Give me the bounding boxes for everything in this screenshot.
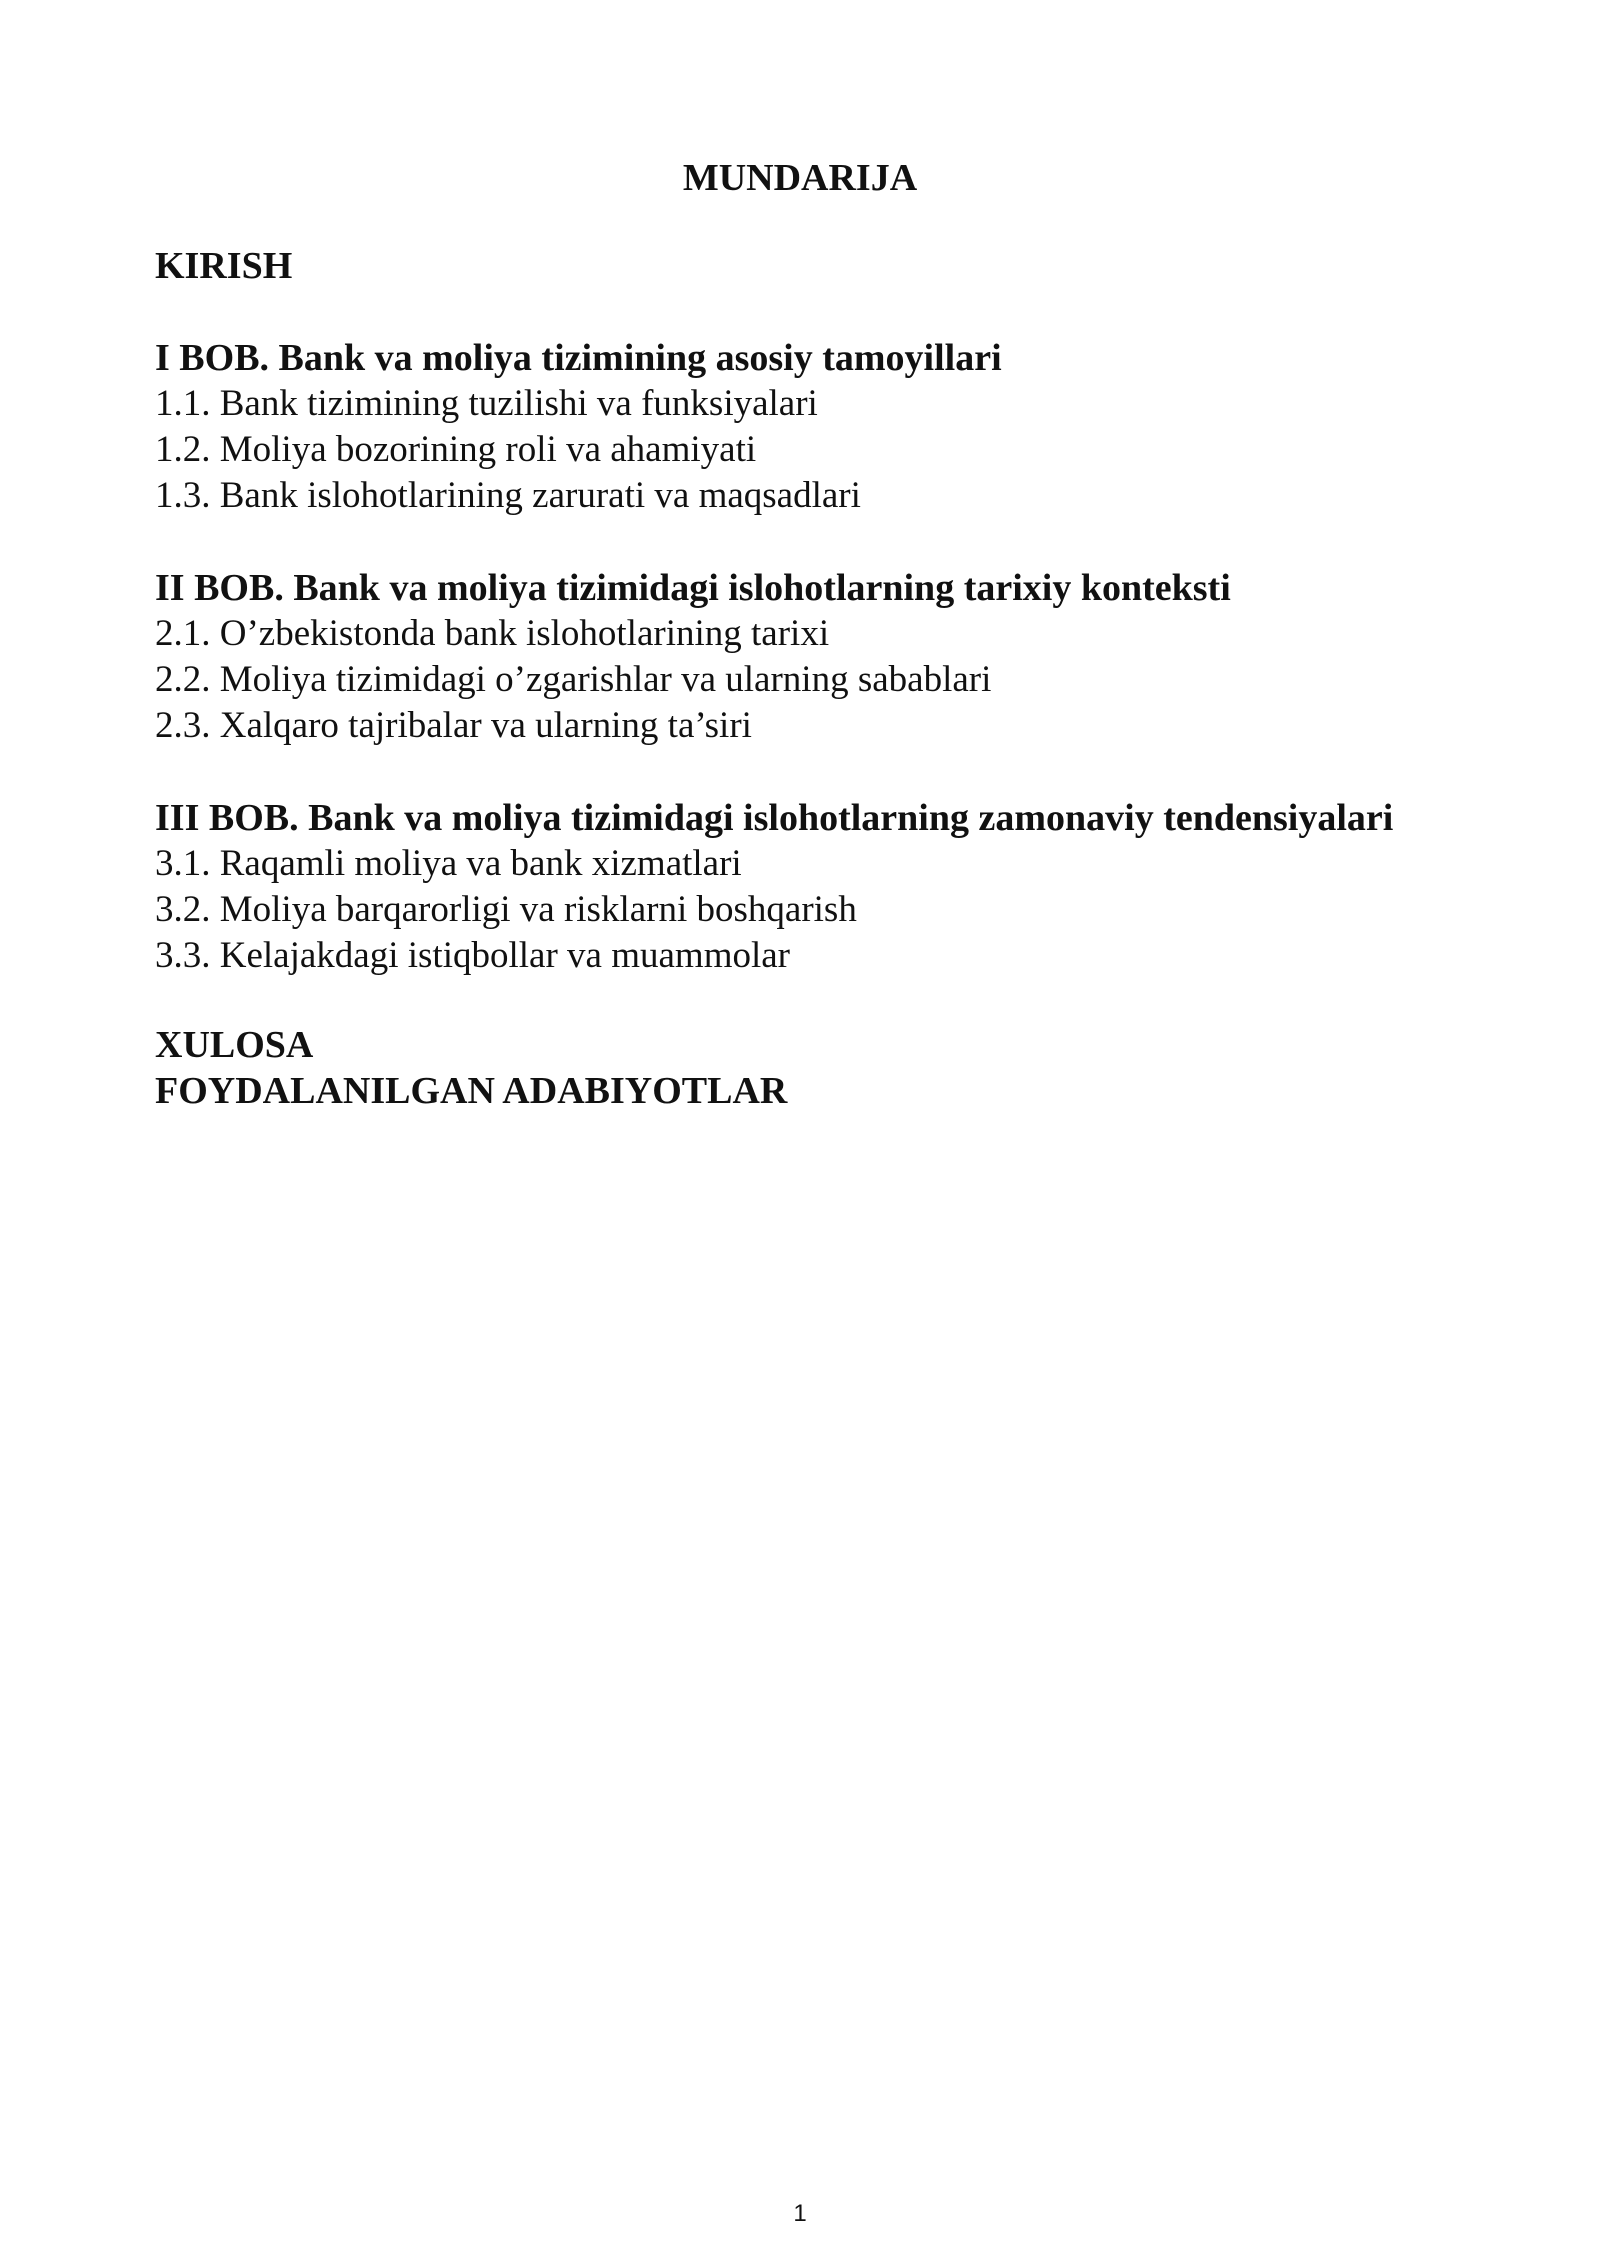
chapter-heading: III BOB. Bank va moliya tizimidagi islohotlarning zamonaviy tendensiyalari [155,797,1394,839]
toc-section: 2.3. Xalqaro tajribalar va ularning ta’siri [155,705,752,746]
toc-closing [155,1022,787,1114]
toc-section: 3.2. Moliya barqarorligi va risklarni boshqarish [155,889,857,930]
toc-entry-references: FOYDALANILGAN ADABIYOTLAR [155,1070,788,1112]
toc-section: 1.2. Moliya bozorining roli va ahamiyati [155,429,757,470]
page-number: 1 [793,2200,807,2227]
toc-entry-intro: KIRISH [155,245,293,287]
page-title: MUNDARIJA [682,157,918,199]
toc-section: 3.3. Kelajakdagi istiqbollar va muammolar [155,935,790,976]
toc-section: 3.1. Raqamli moliya va bank xizmatlari [155,843,742,884]
toc-entry-conclusion: XULOSA [155,1024,314,1066]
toc-chapter-3 [155,795,1455,979]
toc-section: 2.2. Moliya tizimidagi o’zgarishlar va ularning sabablari [155,659,992,700]
chapter-heading: I BOB. Bank va moliya tizimining asosiy tamoyillari [155,337,1002,379]
toc-chapter-1 [155,335,1455,519]
toc-section: 1.3. Bank islohotlarining zarurati va maqsadlari [155,475,861,516]
toc-section: 1.1. Bank tizimining tuzilishi va funksiyalari [155,383,818,424]
toc-section: 2.1. O’zbekistonda bank islohotlarining tarixi [155,613,830,654]
toc-chapter-2 [155,565,1455,749]
chapter-heading: II BOB. Bank va moliya tizimidagi islohotlarning tarixiy konteksti [155,567,1231,609]
